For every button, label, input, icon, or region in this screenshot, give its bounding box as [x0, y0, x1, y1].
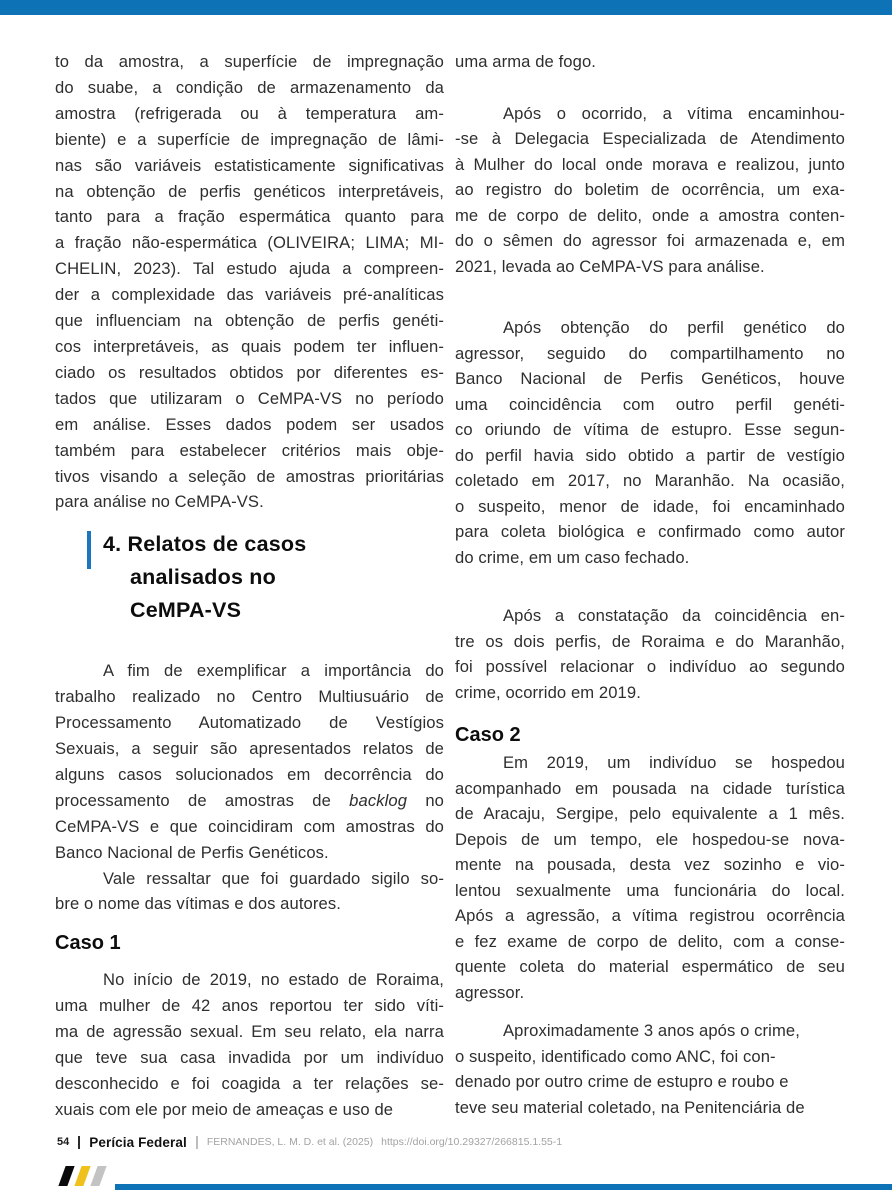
body-paragraph — [55, 967, 444, 1122]
text-line: de Aracaju, Sergipe, pelo equivalente a 1 mês. — [455, 804, 845, 823]
text-line: CeMPA-VS — [130, 598, 242, 623]
journal-name: Perícia Federal — [89, 1134, 187, 1150]
slash-black-icon — [58, 1166, 74, 1186]
footer-separator — [78, 1136, 80, 1149]
body-paragraph — [455, 49, 845, 75]
text-line: uma arma de fogo. — [455, 52, 596, 71]
text-line: processamento de amostras de backlog no — [55, 790, 444, 810]
text-line: Banco Nacional de Perfis Genéticos. — [55, 842, 329, 862]
text-line: analisados no — [130, 565, 276, 590]
text-line: co oriundo de vítima de estupro. Esse segun- — [455, 420, 845, 439]
text-line: agressor, seguido do compartilhamento no — [455, 343, 845, 363]
text-line: A fim de exemplificar a importância do — [103, 661, 444, 681]
footer — [57, 1133, 562, 1151]
heading-accent-bar — [87, 531, 91, 569]
top-accent-bar — [0, 0, 892, 15]
body-paragraph — [455, 315, 845, 570]
text-line: tre os dois perfis, de Roraima e do Maranhão, — [455, 631, 845, 651]
text-line: Em 2019, um indivíduo se hospedou — [503, 753, 845, 772]
text-line: desconhecido e foi coagida a ter relações se- — [55, 1074, 444, 1093]
doi-text[interactable]: https://doi.org/10.29327/266815.1.55-1 — [381, 1136, 563, 1148]
footer-slashes-logo — [62, 1166, 103, 1186]
text-line: quente coleta do material espermático de seu — [455, 957, 845, 976]
body-paragraph — [455, 101, 845, 280]
body-paragraph — [55, 49, 444, 515]
text-line: em análise. Esses dados podem ser usados — [55, 414, 444, 434]
text-line: do o sêmen do agressor foi armazenada e, em — [455, 231, 845, 250]
body-paragraph — [455, 603, 845, 705]
text-line: uma coincidência com outro perfil genéti- — [455, 394, 845, 414]
text-line: No início de 2019, no estado de Roraima, — [103, 970, 444, 990]
body-paragraph — [455, 750, 845, 1005]
text-line: acompanhado em pousada na cidade turística — [455, 778, 845, 798]
text-line: coletado em 2017, no Maranhão. Na ocasião, — [455, 471, 845, 490]
bottom-accent-bar — [115, 1184, 892, 1190]
text-line: Processamento Automatizado de Vestígios — [55, 713, 444, 733]
right-column — [455, 49, 845, 1120]
text-line: ciado os resultados obtidos por diferentes es- — [55, 362, 444, 382]
text-line: -se à Delegacia Especializada de Atendimento — [455, 129, 845, 148]
section-heading-text — [55, 528, 444, 627]
text-line: Após a agressão, a vítima registrou ocorrência — [455, 906, 845, 925]
text-line: Vale ressaltar que foi guardado sigilo so- — [103, 868, 444, 888]
left-column — [55, 49, 444, 1123]
text-line: cos interpretáveis, as quais podem ter influen- — [55, 336, 444, 356]
text-line: tanto para a fração espermática quanto para — [55, 207, 444, 227]
text-line: ma de agressão sexual. Em seu relato, ela narra — [55, 1022, 444, 1042]
text-line: à Mulher do local onde morava e realizou, junto — [455, 154, 845, 174]
text-line: agressor. — [455, 982, 525, 1002]
text-line: foi possível relacionar o indivíduo ao segundo — [455, 657, 845, 676]
text-line: crime, ocorrido em 2019. — [455, 682, 641, 702]
text-line: CHELIN, 2023). Tal estudo ajuda a compreen- — [55, 259, 444, 279]
text-line: Após obtenção do perfil genético do — [503, 318, 845, 337]
text-line: alguns casos solucionados em decorrência do — [55, 764, 444, 784]
body-paragraph — [55, 866, 444, 918]
page-number: 54 — [57, 1136, 70, 1148]
text-line: lentou sexualmente uma funcionária do local. — [455, 880, 845, 900]
caso-2-heading: Caso 2 — [455, 724, 521, 746]
slash-gray-icon — [90, 1166, 106, 1186]
text-line: denado por outro crime de estupro e roubo e — [455, 1072, 789, 1091]
text-line: CeMPA-VS e que coincidiram com amostras do — [55, 816, 444, 836]
footer-separator — [196, 1136, 198, 1149]
text-line: Sexuais, a seguir são apresentados relatos de — [55, 739, 444, 759]
text-line: mente na pousada, desta vez sozinho e vio- — [455, 855, 845, 874]
text-line: na obtenção de perfis genéticos interpretáveis, — [55, 181, 444, 201]
text-line: uma mulher de 42 anos reportou ter sido víti- — [55, 996, 444, 1016]
text-line: Após a constatação da coincidência en- — [503, 606, 845, 625]
text-line: para coleta biológica e confirmado como autor — [455, 522, 845, 541]
text-line: o suspeito, identificado como ANC, foi con- — [455, 1046, 776, 1066]
slash-yellow-icon — [74, 1166, 90, 1186]
caso-1-heading: Caso 1 — [55, 932, 121, 955]
text-line: também para estabelecer critérios mais obje- — [55, 440, 444, 460]
text-line: teve seu material coletado, na Penitenciária de — [455, 1097, 805, 1117]
text-line: ao registro do boletim de ocorrência, um exa- — [455, 180, 845, 199]
text-line: trabalho realizado no Centro Multiusuário de — [55, 687, 444, 707]
text-line: a fração não-espermática (OLIVEIRA; LIMA; MI- — [55, 233, 444, 253]
text-line: do suabe, a condição de armazenamento da — [55, 77, 444, 97]
text-line: Banco Nacional de Perfis Genéticos, houve — [455, 369, 845, 388]
text-line: amostra (refrigerada ou à temperatura am- — [55, 103, 444, 123]
text-line: nas são variáveis estatisticamente significativas — [55, 155, 444, 175]
text-line: xuais com ele por meio de ameaças e uso de — [55, 1099, 394, 1119]
body-paragraph — [55, 658, 444, 865]
text-line: tados que utilizaram o CeMPA-VS no período — [55, 388, 444, 408]
text-line: e fez exame de corpo de delito, com a conse- — [455, 931, 845, 951]
text-line: que teve sua casa invadida por um indivíduo — [55, 1048, 444, 1068]
text-line: para análise no CeMPA-VS. — [55, 492, 264, 512]
text-line: me de corpo de delito, onde a amostra conten- — [455, 205, 845, 225]
text-line: 4. Relatos de casos — [103, 532, 307, 557]
text-line: Após o ocorrido, a vítima encaminhou- — [503, 103, 845, 123]
text-line: to da amostra, a superfície de impregnação — [55, 52, 444, 71]
text-line: biente) e a superfície de impregnação de lâmi- — [55, 129, 444, 149]
text-line: Depois de um tempo, ele hospedou-se nova- — [455, 829, 845, 849]
article-citation: FERNANDES, L. M. D. et al. (2025) — [206, 1136, 374, 1148]
text-line: o suspeito, menor de idade, foi encaminhado — [455, 496, 845, 516]
text-line: 2021, levada ao CeMPA-VS para análise. — [455, 256, 765, 276]
text-line: der a complexidade das variáveis pré-analíticas — [55, 285, 444, 305]
section-heading — [55, 528, 444, 627]
text-line: do crime, em um caso fechado. — [455, 547, 690, 567]
text-line: tivos visando a seleção de amostras prioritárias — [55, 466, 444, 486]
body-paragraph — [455, 1018, 845, 1120]
text-line: do perfil havia sido obtido a partir de vestígio — [455, 445, 845, 465]
text-line: bre o nome das vítimas e dos autores. — [55, 894, 341, 914]
text-line: que influenciam na obtenção de perfis genéti- — [55, 311, 444, 331]
text-line: Aproximadamente 3 anos após o crime, — [503, 1021, 800, 1040]
